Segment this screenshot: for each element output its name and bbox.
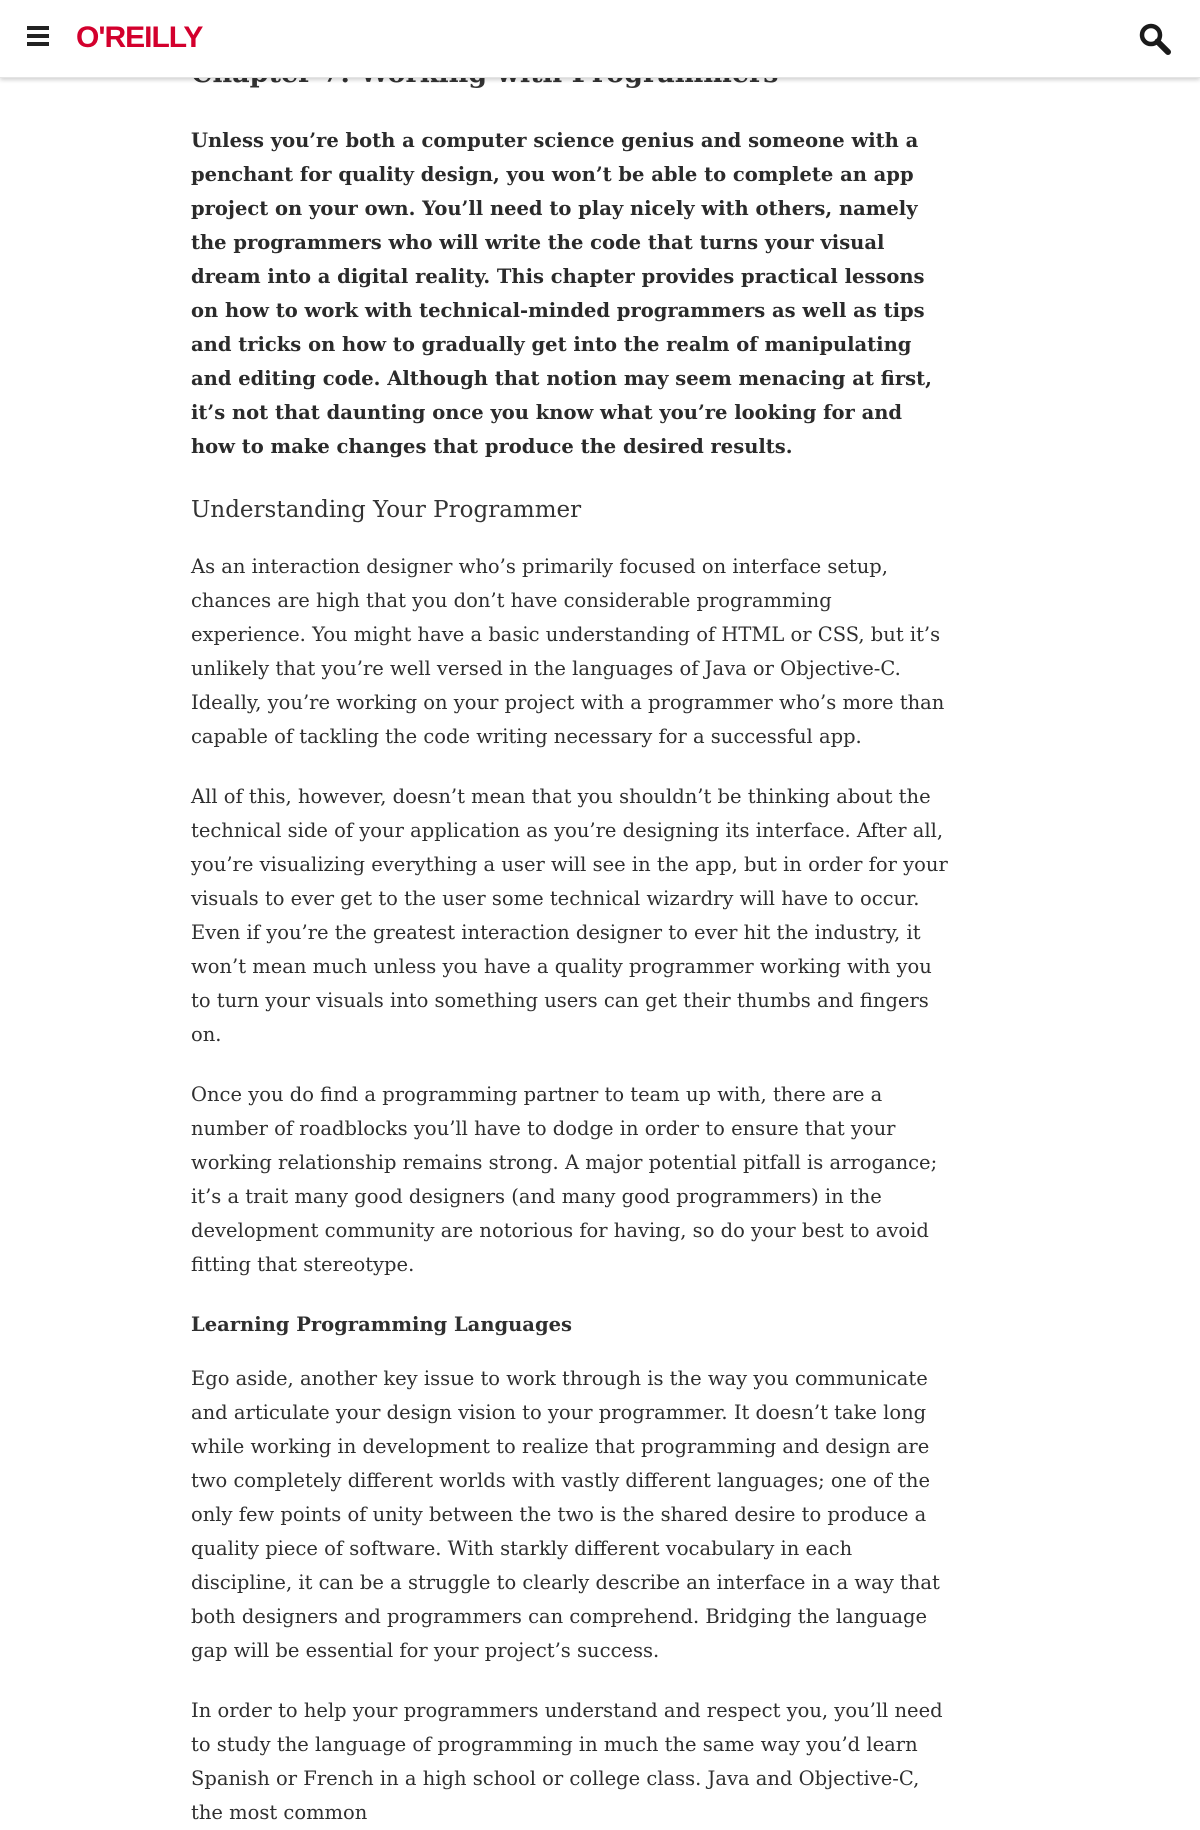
body-paragraph: As an interaction designer who’s primarily focused on interface setup, chances are high that you don’t have considerable programming experience. You might have a basic understanding of HTML or CSS, but it’s unlikely that you’re well versed in the languages of Java or Objective-C. Ideally, you’re working on your project with a programmer who’s more than capable of tackling the code writing necessary for a successful app. (191, 555, 945, 748)
oreilly-logo[interactable]: O'REILLY (76, 21, 203, 54)
article-body (191, 54, 951, 1830)
hamburger-menu-icon[interactable] (24, 26, 54, 52)
search-icon[interactable] (1138, 22, 1172, 56)
body-paragraph: All of this, however, doesn’t mean that you shouldn’t be thinking about the technical side of your application as you’re designing its interface. After all, you’re visualizing everything a user will see in the app, but in order for your visuals to ever get to the user some technical wizardry will have to occur. Even if you’re the greatest interaction designer to ever hit the industry, it won’t mean much unless you have a quality programmer working with you to turn your visuals into something users can get their thumbs and fingers on. (191, 785, 948, 1046)
subsection-heading: Learning Programming Languages (191, 1313, 572, 1336)
body-paragraph: In order to help your programmers understand and respect you, you’ll need to study the language of programming in much the same way you’d learn Spanish or French in a high school or college class. Java and Objective-C, the most common (191, 1699, 943, 1824)
body-paragraph: Once you do find a programming partner to team up with, there are a number of roadblocks you’ll have to dodge in order to ensure that your working relationship remains strong. A major potential pitfall is arrogance; it’s a trait many good designers (and many good programmers) in the development community are notorious for having, so do your best to avoid fitting that stereotype. (191, 1083, 938, 1276)
chapter-intro-paragraph: Unless you’re both a computer science genius and someone with a penchant for quality design, you won’t be able to complete an app project on your own. You’ll need to play nicely with others, namely the programmers who will write the code that turns your visual dream into a digital reality. This chapter provides practical lessons on how to work with technical-minded programmers as well as tips and tricks on how to gradually get into the realm of manipulating and editing code. Although that notion may seem menacing at first, it’s not that daunting once you know what you’re looking for and how to make changes that produce the desired results. (191, 129, 932, 458)
section-heading: Understanding Your Programmer (191, 497, 582, 523)
body-paragraph: Ego aside, another key issue to work through is the way you communicate and articulate your design vision to your programmer. It doesn’t take long while working in development to realize that programming and design are two completely different worlds with vastly different languages; one of the only few points of unity between the two is the shared desire to produce a quality piece of software. With starkly different vocabulary in each discipline, it can be a struggle to clearly describe an interface in a way that both designers and programmers can comprehend. Bridging the language gap will be essential for your project’s success. (191, 1367, 940, 1662)
top-navigation-bar (0, 0, 1200, 78)
